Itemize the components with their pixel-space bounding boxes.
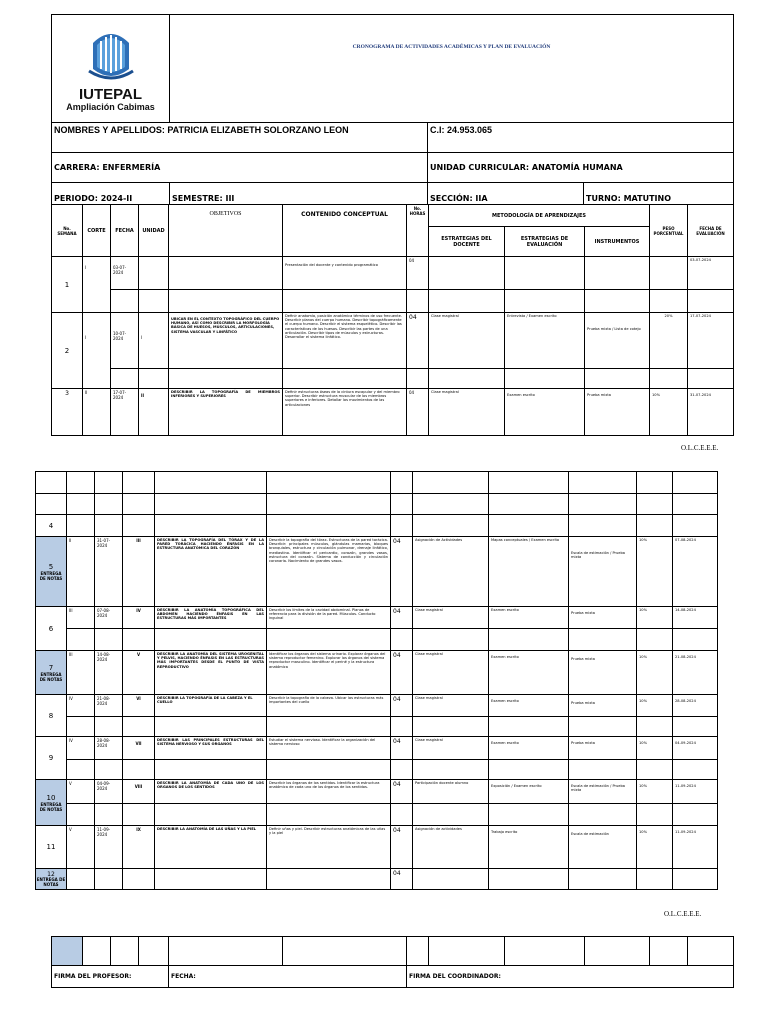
table-row — [52, 389, 734, 436]
fecha-cell: 28-08-2024 — [95, 737, 123, 760]
horas-cell: 04 — [391, 737, 413, 760]
entrega-notas-label: ENTREGA DE NOTAS — [39, 801, 63, 812]
signature-table — [51, 936, 734, 988]
schedule-table-2 — [35, 471, 718, 890]
horas-cell: 04 — [407, 257, 429, 290]
col-estrategias-eval: ESTRATEGIAS DE EVALUACIÓN — [505, 227, 585, 257]
semana-cell: 1 — [52, 257, 83, 313]
contenido-cell: Definir uñas y piel. Describir estructuras anatómicas de las uñas y la piel — [267, 826, 391, 869]
horas-cell: 04 — [407, 313, 429, 369]
objetivo-cell: DESCRIBIR LA TOPOGRAFÍA DE LA CABEZA Y EL CUELLO — [155, 695, 267, 717]
contenido-cell: Describir los órganos de los sentidos. Identificar la estructura anatómica de cada uno de los órganos de los sentidos. — [267, 780, 391, 804]
title-cell — [170, 15, 734, 123]
contenido-cell: Definir anatomía, posición anatómica términos de uso frecuente. Describir planos del cuerpo humano. Describir topográficamente el cuerpo humano. Describir el sistema esquelético. Describir las características de los huesos. Describir las partes de una articulación. Describir tipos de músculos y estructuras. Desarrollar el sistema linfático. — [283, 313, 407, 369]
seccion-field: SECCIÓN: IIA — [428, 183, 584, 205]
fecha-eval-cell: 14-08-2024 — [673, 607, 718, 629]
semana-cell: 6 — [36, 607, 67, 651]
docente-cell: Participación docente alumno — [413, 780, 489, 804]
fecha-cell: 21-08-2024 — [95, 695, 123, 717]
evaluacion-cell: Examen escrito — [489, 607, 569, 629]
horas-cell: 04 — [391, 826, 413, 869]
semana-number: 12 — [47, 871, 55, 878]
evaluacion-cell: Trabajo escrito — [489, 826, 569, 869]
corte-cell: I — [83, 313, 111, 389]
fecha-cell: 07-08-2024 — [95, 607, 123, 629]
instrumentos-cell: Prueba mixta — [585, 389, 650, 436]
fecha-cell: 03-07-2024 — [111, 257, 139, 290]
fecha-cell: 31-07-2024 — [95, 537, 123, 607]
table-row — [52, 313, 734, 369]
semana-cell-highlight — [36, 537, 67, 607]
peso-cell: 10% — [637, 651, 673, 695]
docente-cell: Clase magistral — [413, 651, 489, 695]
table-row — [36, 780, 718, 804]
horas-cell: 04 — [391, 607, 413, 629]
unidad-cell: V — [123, 651, 155, 695]
semana-cell: 4 — [36, 515, 67, 537]
fecha-cell: 04-09-2024 — [95, 780, 123, 804]
horas-cell: 04 — [391, 537, 413, 607]
objetivo-cell: DESCRIBIR LA TOPOGRAFÍA DEL TÓRAX Y DE LA PARED TORÁCICA HACIENDO ÉNFASIS EN LA ESTRUCTURA ANATÓMICA DEL CORAZÓN — [155, 537, 267, 607]
unidad-cell: III — [123, 537, 155, 607]
semana-number: 5 — [48, 562, 54, 571]
firma-coordinador-label: FIRMA DEL COORDINADOR: — [407, 966, 734, 988]
logo-cell — [52, 15, 170, 123]
docente-cell: Clase magistral — [413, 695, 489, 717]
fecha-cell: 10-07-2024 — [111, 313, 139, 369]
unidad-cell: VIII — [123, 780, 155, 804]
fecha-eval-cell: 11-09-2024 — [673, 826, 718, 869]
semana-cell: 8 — [36, 695, 67, 737]
table-row — [52, 257, 734, 290]
logo-title: IUTEPAL — [78, 86, 143, 103]
nombres-field: NOMBRES Y APELLIDOS: PATRICIA ELIZABETH SOLORZANO LEON — [52, 123, 428, 153]
col-semana: No. SEMANA — [52, 205, 83, 257]
peso-cell: 10% — [637, 607, 673, 629]
instrumentos-cell: Prueba mixta — [569, 651, 637, 695]
fecha-cell: 14-08-2024 — [95, 651, 123, 695]
contenido-cell: Describir los límites de la cavidad abdominal. Planos de referencia para la división de la pared. Músculos. Conducto inguinal — [267, 607, 391, 629]
page-2 — [35, 471, 717, 890]
horas-cell: 04 — [391, 651, 413, 695]
fecha-eval-cell: 28-08-2024 — [673, 695, 718, 717]
corte-cell: II — [83, 389, 111, 436]
contenido-cell: Describir la topografía del tórax. Estructuras de la pared torácica. Describir: principales músculos, glándulas mamarias, bloques bronquiales, estructura y circulación pulmonar, drenaje linfático, mediastino. Identificar el pericardio, corazón, grandes vasos, estructura del corazón. Sistema de conducción y circulación coronaria. Nacimiento de grandes vasos. — [267, 537, 391, 607]
col-instrumentos: INSTRUMENTOS — [585, 227, 650, 257]
page-1 — [51, 14, 733, 436]
col-unidad: UNIDAD — [139, 205, 169, 257]
col-contenido: CONTENIDO CONCEPTUAL — [283, 205, 407, 257]
semana-number: 7 — [48, 663, 54, 672]
evaluacion-cell: Exposición / Examen escrito — [489, 780, 569, 804]
evaluacion-cell: Examen escrito — [505, 389, 585, 436]
instrumentos-cell: Prueba mixta — [569, 607, 637, 629]
docente-cell: Clase magistral — [429, 389, 505, 436]
carrera-field: CARRERA: ENFERMERÍA — [52, 153, 428, 183]
semana-cell: 9 — [36, 737, 67, 780]
instrumentos-cell: Prueba mixta — [569, 737, 637, 760]
peso-cell: 10% — [637, 737, 673, 760]
contenido-cell: Identificar los órganos del sistema urinario. Explorar órganos del sistema reproductor femenino. Explorar los órganos del sistema reproductor masculino. Identificar el periné y la estructura anatómica — [267, 651, 391, 695]
fecha-cell: 17-07-2024 — [111, 389, 139, 436]
corte-cell: V — [67, 780, 95, 804]
evaluacion-cell: Mapas conceptuales / Examen escrito — [489, 537, 569, 607]
corte-cell: II — [67, 537, 95, 607]
objetivo-cell: UBICAR EN EL CONTEXTO TOPOGRÁFICO DEL CUERPO HUMANO, ASÍ COMO DESCRIBIR LA MORFOLOGÍA BÁSICA DE HUESOS, MÚSCULOS, ARTICULACIONES, SISTEMA VASCULAR Y LINFÁTICO — [169, 313, 283, 369]
header-table — [51, 14, 734, 205]
docente-cell: Clase magistral — [413, 737, 489, 760]
objetivo-cell: DESCRIBIR LA ANATOMÍA DEL SISTEMA UROGENITAL Y PELVIS, HACIENDO ÉNFASIS EN LAS ESTRUCTURAS MÁS IMPORTANTES DESDE EL PUNTO DE VISTA REPRODUCTIVO — [155, 651, 267, 695]
objetivo-cell: DESCRIBIR LA ANATOMÍA DE CADA UNO DE LOS ÓRGANOS DE LOS SENTIDOS — [155, 780, 267, 804]
peso-cell: 10% — [637, 537, 673, 607]
semana-number: 10 — [46, 793, 56, 802]
evaluacion-cell: Examen escrito — [489, 737, 569, 760]
col-corte: CORTE — [83, 205, 111, 257]
fecha-cell: 11-09-2024 — [95, 826, 123, 869]
horas-cell: 04 — [407, 389, 429, 436]
col-estrategias-docente: ESTRATEGIAS DEL DOCENTE — [429, 227, 505, 257]
iutepal-logo-icon — [83, 25, 139, 83]
evaluacion-cell: Entrevista / Examen escrito — [505, 313, 585, 369]
table-row — [36, 695, 718, 717]
instrumentos-cell — [585, 257, 650, 290]
instrumentos-cell: Escala de estimación — [569, 826, 637, 869]
peso-cell: 10% — [637, 780, 673, 804]
semana-cell-highlight — [36, 780, 67, 826]
periodo-field: PERIODO: 2024-II — [52, 183, 170, 205]
entrega-notas-label: ENTREGA DE NOTAS — [39, 570, 63, 581]
peso-cell: 10% — [637, 826, 673, 869]
footer-code-2: O.L.C.E.E.E. — [664, 910, 702, 918]
instrumentos-cell: Escala de estimación / Prueba mixta — [569, 537, 637, 607]
docente-cell: Clase magistral — [429, 313, 505, 369]
instrumentos-cell: Prueba mixta — [569, 695, 637, 717]
objetivo-cell — [169, 257, 283, 290]
unidad-cell: I — [139, 313, 169, 369]
col-horas: No. HORAS — [407, 205, 429, 257]
logo-subtitle: Ampliación Cabimas — [66, 102, 155, 112]
table-row — [36, 869, 718, 890]
docente-cell: Asignación de Actividades — [413, 537, 489, 607]
fecha-eval-cell: 21-08-2024 — [673, 651, 718, 695]
col-fecha-eval: FECHA DE EVALUACIÓN — [688, 205, 734, 257]
unidad-cell: IV — [123, 607, 155, 629]
corte-cell: V — [67, 826, 95, 869]
objetivo-cell: DESCRIBIR LA ANATOMÍA DE LAS UÑAS Y LA PIEL — [155, 826, 267, 869]
table-row — [36, 737, 718, 760]
horas-cell: 04 — [391, 695, 413, 717]
corte-cell: IV — [67, 695, 95, 717]
unidad-cell — [139, 257, 169, 290]
peso-cell: 20% — [650, 313, 688, 369]
unidad-cell: IX — [123, 826, 155, 869]
contenido-cell: Estudiar el sistema nervioso. Identificar la organización del sistema nervioso — [267, 737, 391, 760]
objetivo-cell: DESCRIBIR LA ANATOMÍA TOPOGRÁFICA DEL ABDOMEN HACIENDO ÉNFASIS EN LAS ESTRUCTURAS MÁS IMPORTANTES — [155, 607, 267, 629]
objetivo-cell: DESCRIBIR LA TOPOGRAFÍA DE MIEMBROS INFERIORES Y SUPERIORES — [169, 389, 283, 436]
entrega-notas-label: ENTREGA DE NOTAS — [39, 671, 63, 682]
evaluacion-cell: Examen escrito — [489, 651, 569, 695]
horas-cell: 04 — [391, 869, 413, 890]
col-objetivos: OBJETIVOS — [169, 205, 283, 257]
corte-cell: I — [83, 257, 111, 313]
table-row — [36, 537, 718, 607]
unidad-cell: II — [139, 389, 169, 436]
contenido-cell: Presentación del docente y contenido programático — [283, 257, 407, 290]
docente-cell — [429, 257, 505, 290]
instrumentos-cell: Prueba mixta / Lista de cotejo — [585, 313, 650, 369]
docente-cell: Asignación de actividades — [413, 826, 489, 869]
docente-cell: Clase magistral — [413, 607, 489, 629]
evaluacion-cell — [505, 257, 585, 290]
col-fecha: FECHA — [111, 205, 139, 257]
schedule-table-1 — [51, 204, 734, 436]
corte-cell: III — [67, 651, 95, 695]
fecha-label: FECHA: — [169, 966, 407, 988]
fecha-eval-cell: 11-09-2024 — [673, 780, 718, 804]
corte-cell: III — [67, 607, 95, 629]
footer-code-1: O.L.C.E.E.E. — [681, 444, 719, 452]
table-row — [36, 515, 718, 537]
evaluacion-cell: Examen escrito — [489, 695, 569, 717]
fecha-eval-cell: 03-07-2024 — [688, 257, 734, 290]
instrumentos-cell: Escala de estimación / Prueba mixta — [569, 780, 637, 804]
peso-cell — [650, 257, 688, 290]
col-peso: PESO PORCENTUAL — [650, 205, 688, 257]
ci-field: C.I: 24.953.065 — [428, 123, 734, 153]
horas-cell: 04 — [391, 780, 413, 804]
entrega-notas-label: ENTREGA DE NOTAS — [36, 877, 66, 887]
table-row — [36, 826, 718, 869]
peso-cell: 10% — [650, 389, 688, 436]
unidad-cell: VII — [123, 737, 155, 760]
fecha-eval-cell: 04-09-2024 — [673, 737, 718, 760]
signature-block — [51, 936, 733, 988]
semana-cell: 11 — [36, 826, 67, 869]
unidad-curricular-field: UNIDAD CURRICULAR: ANATOMÍA HUMANA — [428, 153, 734, 183]
table-row — [36, 651, 718, 695]
semana-cell: 2 — [52, 313, 83, 389]
fecha-eval-cell: 07-08-2024 — [673, 537, 718, 607]
contenido-cell: Definir estructuras óseas de la cintura escapular y del miembro superior. Describir estructura muscular de los miembros superiores e inferiores. Detallar los movimientos de las articulaciones — [283, 389, 407, 436]
contenido-cell: Describir la topografía de la cabeza. Ubicar las estructuras más importantes del cuello — [267, 695, 391, 717]
fecha-eval-cell: 31-07-2024 — [688, 389, 734, 436]
semestre-field: SEMESTRE: III — [170, 183, 428, 205]
unidad-cell: VI — [123, 695, 155, 717]
semana-cell: 3 — [52, 389, 83, 436]
semana-cell-highlight — [36, 869, 67, 890]
page-title: CRONOGRAMA DE ACTIVIDADES ACADÉMICAS Y PLAN DE EVALUACIÓN — [352, 44, 551, 50]
fecha-eval-cell: 17-07-2024 — [688, 313, 734, 369]
firma-profesor-label: FIRMA DEL PROFESOR: — [52, 966, 169, 988]
objetivo-cell: DESCRIBIR LAS PRINCIPALES ESTRUCTURAS DEL SISTEMA NERVIOSO Y SUS ÓRGANOS — [155, 737, 267, 760]
peso-cell: 10% — [637, 695, 673, 717]
col-metodologia: METODOLOGÍA DE APRENDIZAJES — [429, 205, 650, 227]
turno-field: TURNO: MATUTINO — [584, 183, 734, 205]
semana-cell-highlight — [36, 651, 67, 695]
corte-cell: IV — [67, 737, 95, 760]
table-row — [36, 607, 718, 629]
